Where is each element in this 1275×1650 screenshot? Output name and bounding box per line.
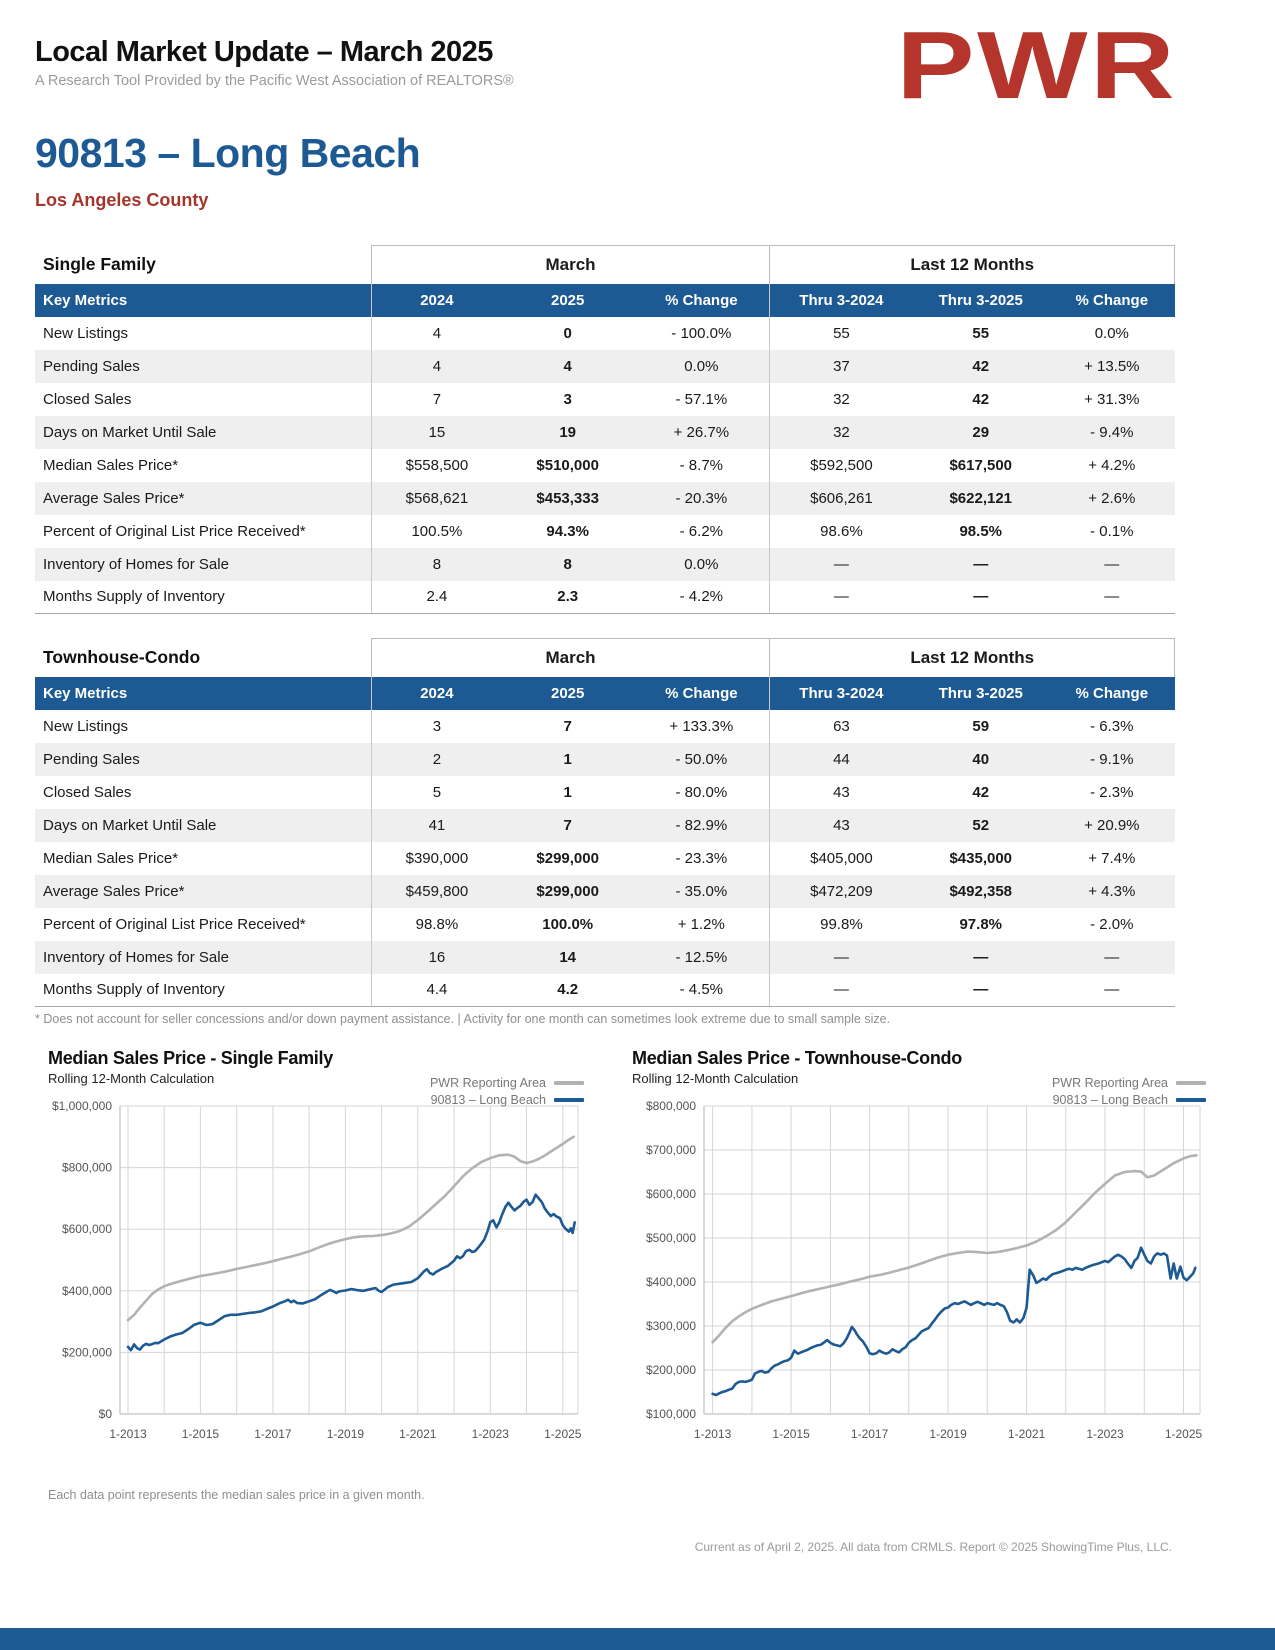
metric-value: 43 xyxy=(770,776,912,809)
townhouse-condo-line-chart xyxy=(632,1098,1210,1450)
area-title: 90813 – Long Beach xyxy=(35,130,421,176)
svg-text:1-2015: 1-2015 xyxy=(772,1427,810,1441)
table-row xyxy=(35,482,1175,515)
svg-text:$800,000: $800,000 xyxy=(645,1099,696,1113)
chart-townhouse-condo xyxy=(632,1048,1210,1450)
metric-name: Pending Sales xyxy=(35,350,371,383)
metric-value: $453,333 xyxy=(502,482,633,515)
metric-value: — xyxy=(1049,974,1174,1007)
legend-label: 90813 – Long Beach xyxy=(430,1092,546,1107)
metric-name: Closed Sales xyxy=(43,783,132,801)
metric-value: 2.3 xyxy=(502,581,633,614)
metric-value: 16 xyxy=(371,941,502,974)
metric-value: 19 xyxy=(502,416,633,449)
metric-value: 37 xyxy=(770,350,912,383)
section-title: Single Family xyxy=(43,254,156,274)
column-header: Thru 3-2024 xyxy=(770,677,912,710)
svg-text:$1,000,000: $1,000,000 xyxy=(51,1099,112,1113)
table-row xyxy=(35,317,1175,350)
metric-value: + 133.3% xyxy=(669,717,734,735)
metric-name: Average Sales Price* xyxy=(35,482,371,515)
metric-value: 40 xyxy=(912,743,1049,776)
metric-value: 1 xyxy=(502,743,633,776)
chart-title: Median Sales Price - Townhouse-Condo xyxy=(632,1048,962,1068)
metric-value: 14 xyxy=(502,941,633,974)
metric-value: — xyxy=(912,581,1049,614)
metric-value: 4.4 xyxy=(371,974,502,1007)
table-row xyxy=(35,449,1175,482)
gray-line-swatch xyxy=(554,1081,584,1085)
metric-name: Months Supply of Inventory xyxy=(35,974,371,1007)
svg-text:$200,000: $200,000 xyxy=(645,1363,696,1377)
section-title: Townhouse-Condo xyxy=(43,647,201,667)
svg-text:1-2023: 1-2023 xyxy=(471,1427,509,1441)
svg-text:$400,000: $400,000 xyxy=(61,1283,112,1298)
table-row xyxy=(35,776,1175,809)
table-row xyxy=(35,350,1175,383)
metric-name: New Listings xyxy=(43,324,129,342)
metric-name: Days on Market Until Sale xyxy=(35,416,371,449)
column-header: Thru 3-2025 xyxy=(912,677,1049,710)
metric-value: + 7.4% xyxy=(1088,849,1136,867)
metric-value: 32 xyxy=(770,416,912,449)
metric-value: - 2.0% xyxy=(1090,915,1134,933)
svg-text:$700,000: $700,000 xyxy=(645,1143,696,1157)
table-footnote: * Does not account for seller concessions and/or down payment assistance. | Activity for one month can sometimes look extreme due to small sample size. xyxy=(35,1012,891,1026)
metric-value: — xyxy=(770,581,912,614)
table-row xyxy=(35,416,1175,449)
table-row xyxy=(35,875,1175,908)
table-row xyxy=(35,941,1175,974)
metric-value: 98.6% xyxy=(770,515,912,548)
svg-text:$400,000: $400,000 xyxy=(645,1275,696,1289)
metric-value: $459,800 xyxy=(371,875,502,908)
chart-subtitle: Rolling 12-Month Calculation xyxy=(48,1071,215,1086)
metric-value: - 50.0% xyxy=(633,743,770,776)
metric-value: — xyxy=(770,941,912,974)
metric-value: - 6.2% xyxy=(679,522,723,540)
metric-value: $492,358 xyxy=(912,875,1049,908)
report-header xyxy=(35,36,835,89)
chart-legend xyxy=(430,1074,584,1108)
svg-text:$500,000: $500,000 xyxy=(645,1231,696,1245)
svg-text:$0: $0 xyxy=(98,1407,112,1421)
table-row xyxy=(35,908,1175,941)
metric-name: Closed Sales xyxy=(43,390,132,408)
metric-value: $568,621 xyxy=(371,482,502,515)
metric-value: $622,121 xyxy=(912,482,1049,515)
legend-item xyxy=(430,1074,584,1091)
column-header: Key Metrics xyxy=(35,284,371,317)
svg-text:$600,000: $600,000 xyxy=(645,1187,696,1201)
metric-value: - 35.0% xyxy=(633,875,770,908)
metric-value: - 0.1% xyxy=(1090,522,1134,540)
metric-value: 55 xyxy=(770,317,912,350)
metric-value: 43 xyxy=(770,809,912,842)
table-row xyxy=(35,581,1175,614)
metric-value: + 4.3% xyxy=(1049,875,1174,908)
metric-name: Inventory of Homes for Sale xyxy=(35,941,371,974)
svg-text:$300,000: $300,000 xyxy=(645,1319,696,1333)
metric-value: - 6.3% xyxy=(1090,717,1134,735)
metric-value: $390,000 xyxy=(371,842,502,875)
metric-value: 0.0% xyxy=(633,350,770,383)
chart-title: Median Sales Price - Single Family xyxy=(48,1048,333,1068)
metric-value: 7 xyxy=(371,383,502,416)
metric-value: $405,000 xyxy=(770,842,912,875)
metric-name: Average Sales Price* xyxy=(35,875,371,908)
metric-value: 2 xyxy=(371,743,502,776)
legend-label: PWR Reporting Area xyxy=(1051,1075,1168,1090)
report-footer: Current as of April 2, 2025. All data from CRMLS. Report © 2025 ShowingTime Plus, LLC. xyxy=(694,1540,1172,1554)
metric-value: — xyxy=(912,548,1049,581)
metric-value: — xyxy=(1049,581,1174,614)
svg-text:$800,000: $800,000 xyxy=(61,1160,112,1175)
table-row xyxy=(35,842,1175,875)
metric-value: 8 xyxy=(502,548,633,581)
metric-value: 4 xyxy=(371,350,502,383)
metric-value: - 82.9% xyxy=(633,809,770,842)
metric-value: - 9.1% xyxy=(1049,743,1174,776)
metric-name: Months Supply of Inventory xyxy=(35,581,371,614)
metric-value: 8 xyxy=(371,548,502,581)
townhouse-condo-table xyxy=(35,638,1175,1007)
metric-value: 98.5% xyxy=(959,522,1003,540)
svg-text:$600,000: $600,000 xyxy=(61,1222,112,1237)
metric-value: 100.0% xyxy=(542,915,594,933)
column-header: % Change xyxy=(1049,284,1174,317)
svg-text:1-2015: 1-2015 xyxy=(181,1427,220,1441)
legend-item xyxy=(430,1091,584,1108)
legend-label: 90813 – Long Beach xyxy=(1052,1092,1168,1107)
svg-text:1-2021: 1-2021 xyxy=(399,1427,437,1441)
metric-value: 15 xyxy=(371,416,502,449)
column-header: Key Metrics xyxy=(35,677,371,710)
blue-line-swatch xyxy=(554,1098,584,1102)
metric-value: 7 xyxy=(502,809,633,842)
metric-value: - 8.7% xyxy=(679,456,723,474)
group-header-march: March xyxy=(371,639,770,677)
metric-value: + 26.7% xyxy=(633,416,770,449)
metric-value: — xyxy=(770,974,912,1007)
group-header-march: March xyxy=(371,246,770,284)
metric-value: 44 xyxy=(770,743,912,776)
column-header: Thru 3-2024 xyxy=(770,284,912,317)
metric-value: 4 xyxy=(371,317,502,350)
legend-label: PWR Reporting Area xyxy=(429,1075,546,1090)
county-label: Los Angeles County xyxy=(35,190,209,210)
table-row xyxy=(35,548,1175,581)
metric-value: - 100.0% xyxy=(671,324,732,342)
metric-value: - 80.0% xyxy=(675,783,728,801)
metric-value: 52 xyxy=(912,809,1049,842)
metric-name: Days on Market Until Sale xyxy=(35,809,371,842)
column-header: 2025 xyxy=(502,677,633,710)
metric-value: 4 xyxy=(502,350,633,383)
metric-value: + 20.9% xyxy=(1049,809,1174,842)
metric-value: + 1.2% xyxy=(677,915,725,933)
metric-value: 3 xyxy=(563,390,572,408)
table-row xyxy=(35,515,1175,548)
metric-value: + 13.5% xyxy=(1049,350,1174,383)
metric-value: - 2.3% xyxy=(1090,783,1134,801)
svg-text:1-2025: 1-2025 xyxy=(1164,1427,1203,1441)
svg-text:1-2017: 1-2017 xyxy=(850,1427,889,1441)
metric-value: 42 xyxy=(972,390,990,408)
group-header-last12: Last 12 Months xyxy=(770,639,1175,677)
metric-value: - 9.4% xyxy=(1049,416,1174,449)
metric-value: 29 xyxy=(912,416,1049,449)
metric-value: - 23.3% xyxy=(675,849,728,867)
chart-subtitle: Rolling 12-Month Calculation xyxy=(632,1071,799,1086)
svg-text:1-2013: 1-2013 xyxy=(109,1427,147,1441)
metric-value: 42 xyxy=(912,350,1049,383)
metric-value: $299,000 xyxy=(536,849,599,867)
column-header: 2024 xyxy=(371,284,502,317)
metric-value: 0.0% xyxy=(1094,324,1129,342)
metric-value: 7 xyxy=(563,717,572,735)
svg-text:1-2025: 1-2025 xyxy=(544,1427,582,1441)
svg-text:1-2021: 1-2021 xyxy=(1007,1427,1046,1441)
svg-text:$200,000: $200,000 xyxy=(61,1345,112,1360)
metric-name: Pending Sales xyxy=(35,743,371,776)
table-row xyxy=(35,710,1175,743)
metric-value: 0.0% xyxy=(633,548,770,581)
svg-text:1-2023: 1-2023 xyxy=(1086,1427,1124,1441)
metric-value: + 2.6% xyxy=(1049,482,1174,515)
table-row xyxy=(35,383,1175,416)
single-family-table xyxy=(35,245,1175,614)
svg-text:1-2019: 1-2019 xyxy=(929,1427,967,1441)
metric-value: 0 xyxy=(563,324,572,342)
svg-text:1-2019: 1-2019 xyxy=(326,1427,365,1441)
svg-text:1-2017: 1-2017 xyxy=(254,1427,292,1441)
metric-value: $510,000 xyxy=(536,456,599,474)
metric-value: - 20.3% xyxy=(633,482,770,515)
metric-value: 32 xyxy=(770,383,912,416)
metric-value: 42 xyxy=(972,783,990,801)
metric-value: 3 xyxy=(371,710,502,743)
metric-value: 98.8% xyxy=(371,908,502,941)
metric-value: $558,500 xyxy=(371,449,502,482)
svg-text:$100,000: $100,000 xyxy=(645,1407,696,1421)
metric-value: $592,500 xyxy=(770,449,912,482)
metric-value: 2.4 xyxy=(371,581,502,614)
metric-value: — xyxy=(912,974,1049,1007)
column-header: % Change xyxy=(633,677,770,710)
report-title: Local Market Update – March 2025 xyxy=(35,36,493,68)
metric-name: Percent of Original List Price Received* xyxy=(43,915,306,933)
metric-value: — xyxy=(912,941,1049,974)
metric-value: $435,000 xyxy=(949,849,1013,867)
table-row xyxy=(35,743,1175,776)
metric-value: 59 xyxy=(972,717,990,735)
metric-value: - 57.1% xyxy=(675,390,728,408)
column-header: Thru 3-2025 xyxy=(912,284,1049,317)
bottom-blue-bar xyxy=(0,1628,1275,1650)
metric-value: 99.8% xyxy=(770,908,912,941)
legend-item xyxy=(1052,1091,1206,1108)
column-header: % Change xyxy=(633,284,770,317)
metric-value: 5 xyxy=(371,776,502,809)
table-row xyxy=(35,974,1175,1007)
metric-name: Inventory of Homes for Sale xyxy=(35,548,371,581)
metric-name: Median Sales Price* xyxy=(43,456,179,474)
column-header: 2025 xyxy=(502,284,633,317)
group-header-last12: Last 12 Months xyxy=(770,246,1175,284)
blue-line-swatch xyxy=(1176,1098,1206,1102)
metric-value: — xyxy=(1049,941,1174,974)
metric-value: — xyxy=(1049,548,1174,581)
metric-name: New Listings xyxy=(43,717,129,735)
metric-value: + 31.3% xyxy=(1084,390,1140,408)
metric-value: - 12.5% xyxy=(633,941,770,974)
metric-value: - 4.2% xyxy=(633,581,770,614)
single-family-line-chart xyxy=(48,1098,588,1450)
townhouse-condo-table-wrap xyxy=(35,638,1175,1007)
chart-legend xyxy=(1052,1074,1206,1108)
metric-value: 94.3% xyxy=(546,522,589,540)
metric-value: 41 xyxy=(371,809,502,842)
metric-value: $606,261 xyxy=(770,482,912,515)
metric-name: Median Sales Price* xyxy=(43,849,179,867)
chart-caption: Each data point represents the median sales price in a given month. xyxy=(48,1488,425,1502)
column-header: 2024 xyxy=(371,677,502,710)
metric-value: — xyxy=(770,548,912,581)
single-family-table-wrap xyxy=(35,245,1175,614)
metric-value: 55 xyxy=(972,324,990,342)
metric-value: - 4.5% xyxy=(633,974,770,1007)
metric-value: 1 xyxy=(563,783,572,801)
metric-value: 97.8% xyxy=(959,915,1003,933)
pwr-logo: PWR xyxy=(896,12,1177,119)
metric-value: 63 xyxy=(770,710,912,743)
metric-value: $617,500 xyxy=(949,456,1013,474)
metric-name: Percent of Original List Price Received* xyxy=(43,522,306,540)
metric-value: $299,000 xyxy=(502,875,633,908)
metric-value: 100.5% xyxy=(371,515,502,548)
report-subtitle: A Research Tool Provided by the Pacific West Association of REALTORS® xyxy=(35,73,514,89)
table-row xyxy=(35,809,1175,842)
chart-single-family xyxy=(48,1048,588,1450)
metric-value: $472,209 xyxy=(770,875,912,908)
metric-value: 4.2 xyxy=(502,974,633,1007)
svg-text:1-2013: 1-2013 xyxy=(693,1427,732,1441)
gray-line-swatch xyxy=(1176,1081,1206,1085)
column-header: % Change xyxy=(1049,677,1174,710)
metric-value: + 4.2% xyxy=(1088,456,1136,474)
legend-item xyxy=(1052,1074,1206,1091)
